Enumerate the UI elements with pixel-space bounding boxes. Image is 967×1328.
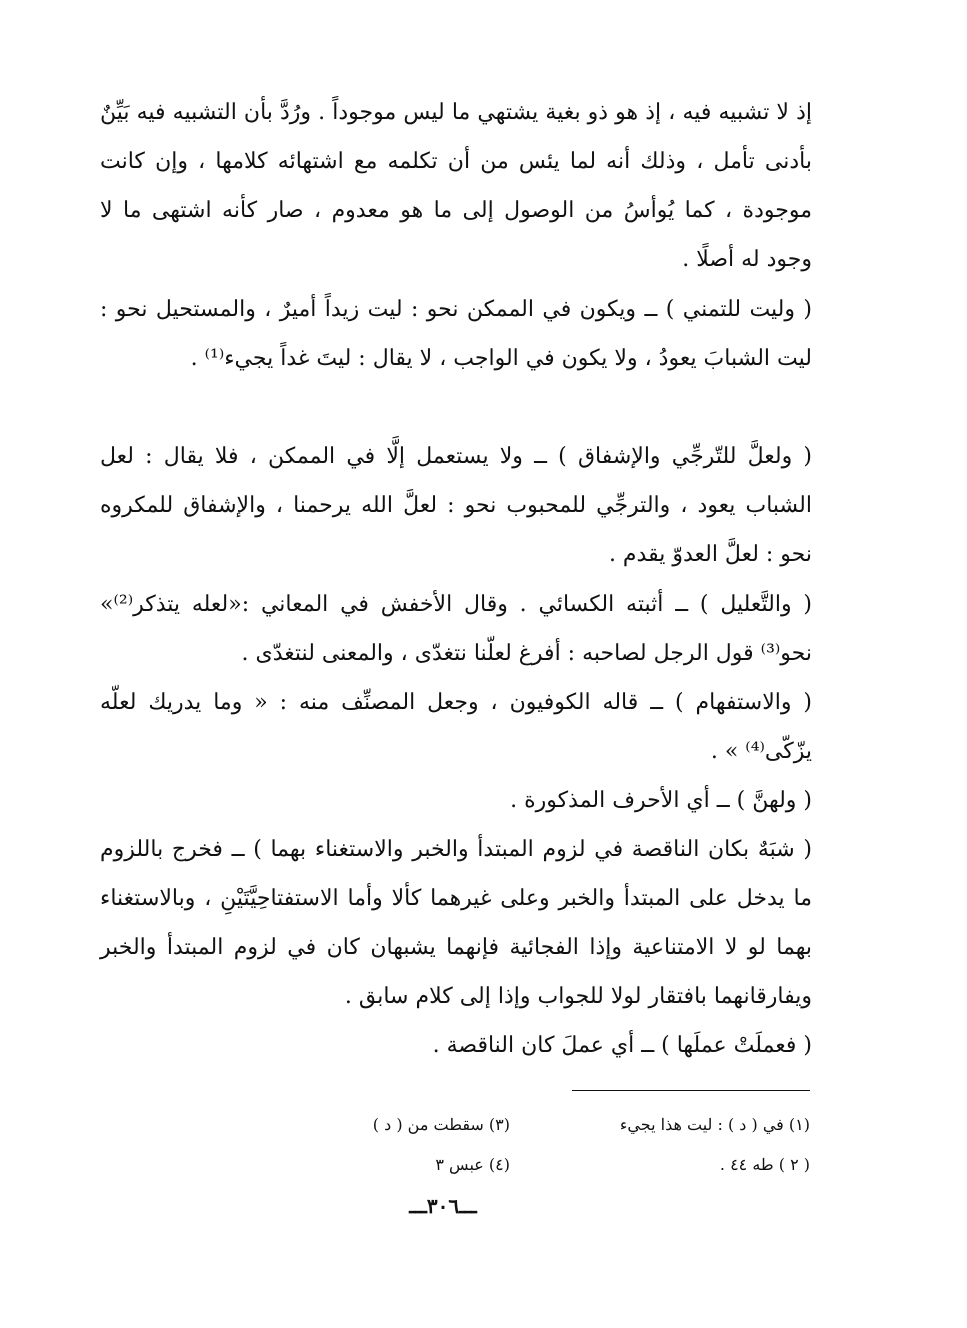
main-text-8 (100, 1021, 812, 1070)
footnotes (240, 1105, 810, 1185)
main-text-6 (100, 776, 812, 825)
footnote-4: (٤) عبس ٣ (435, 1155, 510, 1174)
main-text (100, 88, 812, 284)
footnote-3: (٣) سقطت من ( د ) (372, 1115, 510, 1134)
paragraph-1: إذ لا تشبيه فيه ، إذ هو ذو بغية يشتهي ما ليس موجوداً . ورُدَّ بأن التشبيه فيه بَيِّنٌ بأدنى تأمل ، وذلك أنه لما يئس من أن تكلمه مع اشتهائه كلامها ، وإن كانت موجودة ، كما يُوأسُ من الوصول إلى ما هو معدوم ، صار كأنه اشتهى ما لا وجود له أصلًا . (100, 100, 812, 272)
paragraph-7: ( شبَهٌ بكان الناقصة في لزوم المبتدأ والخبر والاستغناء بهما ) ــ فخرج باللزوم ما يدخل على المبتدأ والخبر وعلى غيرهما كألا وأما الاستفتاحِيَّتَيْنِ ، وبالاستغناء بهما لو لا الامتناعية وإذا الفجائية فإنهما يشبهان كان في لزوم المبتدأ والخبر ويفارقانهما بافتقار لولا للجواب وإذا إلى كلام سابق . (100, 837, 812, 1009)
main-text-5 (100, 678, 812, 776)
footnote-1: (١) في ( د ) : ليت هذا يجيء (619, 1115, 810, 1134)
page-number: ـــ٣٠٦ـــ (409, 1194, 477, 1218)
main-text-4 (100, 580, 812, 678)
main-text-2 (100, 285, 812, 383)
paragraph-5: ( والاستفهام ) ــ قاله الكوفيون ، وجعل المصنِّف منه : « وما يدريك لعلّه يزّكّى⁽⁴⁾ » . (100, 690, 812, 764)
footnote-2: ( ٢ ) طه ٤٤ . (719, 1155, 810, 1174)
paragraph-3: ( ولعلَّ للتّرجِّي والإشفاق ) ــ ولا يستعمل إلَّا في الممكن ، فلا يقال : لعل الشباب يعود ، والترجِّي للمحبوب نحو : لعلَّ الله يرحمنا ، والإشفاق للمكروه نحو : لعلَّ العدوّ يقدم . (100, 444, 812, 567)
footnote-divider (572, 1090, 810, 1091)
paragraph-2: ( وليت للتمني ) ــ ويكون في الممكن نحو : ليت زيداً أميرٌ ، والمستحيل نحو : ليت الشبابَ يعودُ ، ولا يكون في الواجب ، لا يقال : ليتَ غداً يجيء⁽¹⁾ . (100, 297, 812, 371)
footnote-row-1 (240, 1105, 810, 1145)
paragraph-4: ( والتَّعليل ) ــ أثبته الكسائي . وقال الأخفش في المعاني :«لعله يتذكر⁽²⁾» نحو⁽³⁾ قول الرجل لصاحبه : أفرغ لعلّنا نتغدّى ، والمعنى لنتغدّى . (100, 592, 812, 666)
footnote-row-2 (240, 1145, 810, 1185)
paragraph-6: ( ولهنَّ ) ــ أي الأحرف المذكورة . (510, 788, 812, 813)
paragraph-8: ( فعملَتْ عملَها ) ــ أي عملَ كان الناقصة . (432, 1033, 812, 1058)
main-text-3 (100, 432, 812, 579)
main-text-7 (100, 825, 812, 1021)
